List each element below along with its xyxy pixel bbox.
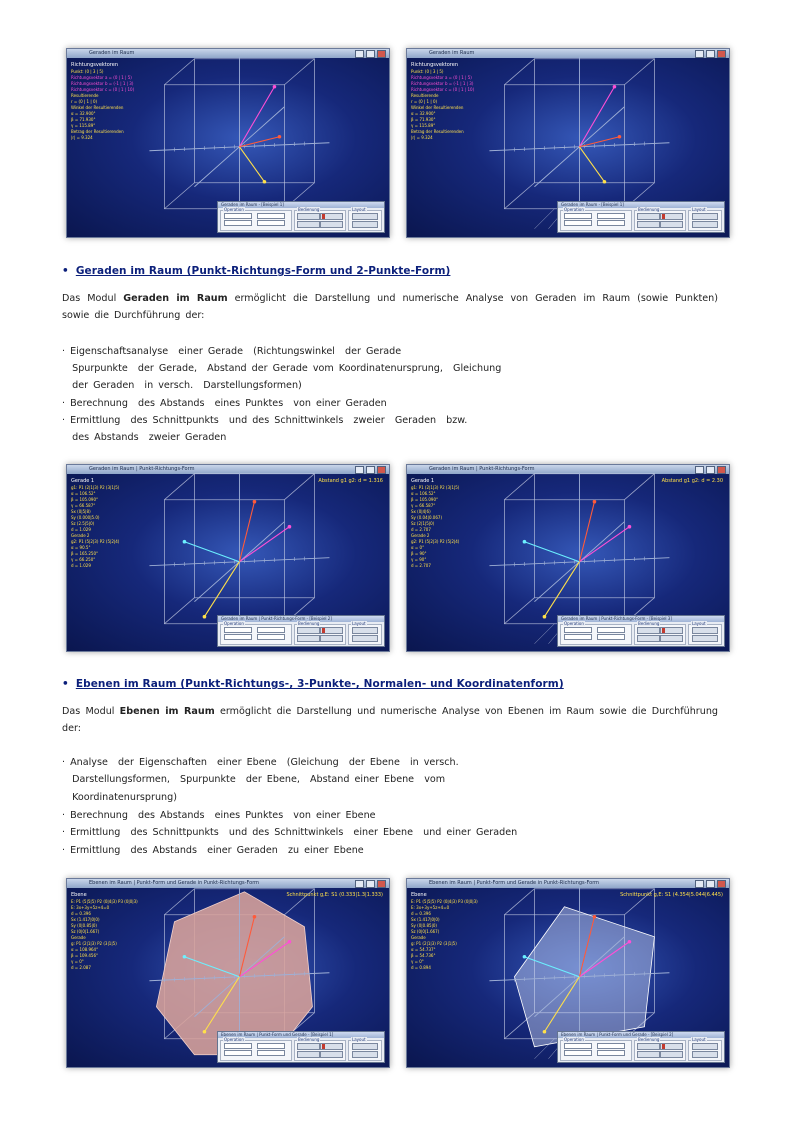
control-dialog[interactable] bbox=[557, 201, 725, 233]
info-panel-line: α = 90.5° bbox=[71, 545, 91, 550]
control-group bbox=[348, 207, 382, 231]
control-button[interactable] bbox=[660, 213, 683, 220]
info-panel bbox=[411, 62, 473, 141]
bullet-icon: • bbox=[62, 678, 69, 690]
screenshot-geraden-4 bbox=[406, 464, 730, 652]
control-group bbox=[688, 621, 722, 645]
info-panel-line: Sz (2.5|5|0) bbox=[71, 521, 95, 526]
control-button[interactable] bbox=[320, 213, 343, 220]
vector-line bbox=[579, 147, 604, 182]
info-panel-line: g2: P1 (5|2|3) P2 (5|2|4) bbox=[411, 539, 460, 544]
vector-line bbox=[579, 87, 614, 147]
vector-point bbox=[628, 940, 632, 944]
info-panel-line: γ = 0° bbox=[411, 959, 424, 964]
window-title: Ebenen im Raum | Punkt-Form und Gerade in Punkt-Richtungs-Form bbox=[89, 880, 260, 886]
control-button[interactable] bbox=[660, 221, 683, 228]
info-panel-line: d = 2.707 bbox=[411, 527, 431, 532]
control-dialog-title: Geraden im Raum | Punkt-Richtungs-Form - [Beispiel 3] bbox=[558, 616, 724, 622]
info-panel-title: Ebene bbox=[71, 892, 87, 898]
vector-point bbox=[273, 85, 277, 89]
layout-button[interactable] bbox=[352, 635, 378, 642]
info-panel-title: Gerade 1 bbox=[71, 478, 95, 484]
control-group-label: Layout bbox=[352, 207, 366, 212]
list-item: der Geraden in versch. Darstellungsformen) bbox=[62, 380, 302, 391]
layout-button[interactable] bbox=[692, 1051, 718, 1058]
info-panel-title: Gerade 1 bbox=[411, 478, 435, 484]
info-panel-line: γ = 90° bbox=[411, 557, 427, 562]
info-panel-line: g2: P1 (5|2|3) P2 (5|2|4) bbox=[71, 539, 120, 544]
control-group-label: Bedienung bbox=[298, 207, 320, 212]
control-button[interactable] bbox=[637, 627, 660, 634]
rotation-field[interactable] bbox=[224, 1050, 252, 1056]
info-panel-line: Richtungsvektor a = (0 | 1 | 5) bbox=[411, 75, 472, 80]
info-panel-line: α = 32.900° bbox=[71, 111, 96, 116]
control-group-label: Bedienung bbox=[638, 621, 660, 626]
cube-edge bbox=[164, 474, 194, 500]
vector-point bbox=[253, 500, 257, 504]
layout-button[interactable] bbox=[692, 213, 718, 220]
info-panel-line: E: P1 (5|5|5) P2 (0|4|3) P3 (0|0|3) bbox=[411, 899, 478, 904]
info-panel-title: Ebene bbox=[411, 892, 427, 898]
window-title: Geraden im Raum | Punkt-Richtungs-Form bbox=[429, 466, 535, 472]
cube-edge bbox=[284, 59, 314, 85]
rotation-field[interactable] bbox=[597, 1043, 625, 1049]
distance-readout: Schnittpunkt g,E: S1 (4.354|5.044|6.445) bbox=[620, 892, 723, 898]
info-panel-line: Sx (0|4|6) bbox=[411, 509, 431, 514]
info-panel-line: Sz (0|0|1.667) bbox=[71, 929, 100, 934]
control-button[interactable] bbox=[297, 1043, 320, 1050]
rotation-field[interactable] bbox=[564, 627, 592, 633]
info-panel-line: β = 105.090° bbox=[411, 497, 438, 502]
info-panel-line: Resultierende bbox=[411, 93, 439, 98]
window-title: Geraden im Raum | Punkt-Richtungs-Form bbox=[89, 466, 195, 472]
control-group bbox=[220, 621, 292, 645]
control-group bbox=[634, 1037, 686, 1061]
vector-point bbox=[543, 615, 547, 619]
info-panel-line: Winkel der Resultierenden bbox=[411, 105, 464, 110]
cube-edge bbox=[164, 889, 194, 915]
info-panel-line: Punkt: (0 | 3 | 5) bbox=[71, 69, 104, 74]
info-panel-line: Richtungsvektor b = (-1 | 1 | 3) bbox=[411, 81, 474, 86]
vector-line bbox=[184, 542, 239, 562]
vector-point bbox=[618, 135, 622, 139]
control-group bbox=[634, 621, 686, 645]
vector-point bbox=[613, 85, 617, 89]
info-panel-line: γ = 0° bbox=[71, 959, 84, 964]
intro-paragraph-ebenen: Das Modul Ebenen im Raum ermöglicht die Darstellung und numerische Analyse von Ebenen im Raum sowie die Durchführung der: bbox=[62, 706, 718, 734]
info-panel-line: α = 106.52° bbox=[411, 491, 436, 496]
window-title: Ebenen im Raum | Punkt-Form und Gerade in Punkt-Richtungs-Form bbox=[429, 880, 600, 886]
control-dialog[interactable] bbox=[217, 615, 385, 647]
list-item: · Ermittlung des Abstands einer Geraden zu einer Ebene bbox=[62, 845, 364, 856]
rotation-field[interactable] bbox=[564, 634, 592, 640]
rotation-field[interactable] bbox=[224, 220, 252, 226]
cube-back-face bbox=[194, 474, 314, 598]
cube-edge bbox=[284, 474, 314, 500]
bullet-icon: • bbox=[62, 265, 69, 277]
control-button[interactable] bbox=[637, 1043, 660, 1050]
cube-edge bbox=[624, 59, 654, 85]
screenshot-ebenen-2 bbox=[406, 878, 730, 1068]
cube-edge bbox=[164, 183, 194, 209]
info-panel-line: g1: P1 (2|1|3) P2 (3|1|5) bbox=[71, 485, 120, 490]
control-dialog-title: Geraden im Raum | Punkt-Richtungs-Form - [Beispiel 2] bbox=[218, 616, 384, 622]
vector-line bbox=[239, 87, 274, 147]
info-panel-line: Sx (1.417|0|0) bbox=[71, 917, 100, 922]
screenshot-geraden-1 bbox=[66, 48, 390, 238]
layout-button[interactable] bbox=[352, 627, 378, 634]
info-panel-line: β = 90° bbox=[411, 551, 427, 556]
info-panel-line: Punkt: (0 | 3 | 5) bbox=[411, 69, 444, 74]
info-panel-line: Gerade 2 bbox=[71, 533, 90, 538]
control-button[interactable] bbox=[637, 221, 660, 228]
info-panel-line: Sz (2|1|5|0) bbox=[411, 521, 435, 526]
control-group-label: Operation bbox=[564, 621, 584, 626]
info-panel-line: β = 54.736° bbox=[411, 953, 436, 958]
info-panel-line: Sz (0|0|1.667) bbox=[411, 929, 440, 934]
control-dialog-title: Ebenen im Raum | Punkt-Form und Gerade - [Beispiel 2] bbox=[558, 1032, 724, 1038]
list-item: · Berechnung des Abstands eines Punktes von einer Ebene bbox=[62, 810, 376, 821]
intro-paragraph-geraden: Das Modul Geraden im Raum ermöglicht die Darstellung und numerische Analyse von Geraden im Raum (sowie Punkten) sowie die Durchführung der: bbox=[62, 293, 718, 321]
vector-point bbox=[603, 180, 607, 184]
info-panel-line: α = 108.964° bbox=[71, 947, 99, 952]
info-panel-line: α = 32.900° bbox=[411, 111, 436, 116]
info-panel-line: |r| = 9.324 bbox=[411, 135, 433, 140]
info-panel-line: Sy (0|0.85|0) bbox=[71, 923, 97, 928]
section-heading-ebenen[interactable] bbox=[62, 678, 564, 690]
control-button[interactable] bbox=[637, 635, 660, 642]
info-panel-line: β = 105.090° bbox=[71, 497, 98, 502]
control-group-label: Bedienung bbox=[298, 621, 320, 626]
vector-point bbox=[523, 955, 527, 959]
control-button[interactable] bbox=[297, 1051, 320, 1058]
info-panel-line: Sx (1.417|0|0) bbox=[411, 917, 440, 922]
section-heading-ebenen-text[interactable]: Ebenen im Raum (Punkt-Richtungs-, 3-Punkte-, Normalen- und Koordinatenform) bbox=[75, 678, 564, 690]
screenshot-geraden-2 bbox=[406, 48, 730, 238]
rotation-field[interactable] bbox=[564, 1043, 592, 1049]
control-group bbox=[634, 207, 686, 231]
vector-point bbox=[288, 525, 292, 529]
control-group bbox=[220, 1037, 292, 1061]
layout-button[interactable] bbox=[352, 1051, 378, 1058]
list-item: · Ermittlung des Schnittpunkts und des Schnittwinkels zweier Geraden bzw. bbox=[62, 415, 468, 426]
control-group bbox=[294, 621, 346, 645]
control-dialog-title: Geraden im Raum - [Beispiel 1] bbox=[558, 202, 724, 208]
rotation-field[interactable] bbox=[597, 220, 625, 226]
control-button[interactable] bbox=[637, 213, 660, 220]
vector-point bbox=[543, 1030, 547, 1034]
info-panel-line: Betrag der Resultierenden bbox=[71, 129, 124, 134]
info-panel-line: Gerade 2 bbox=[411, 533, 430, 538]
info-panel-line: γ = 115.89° bbox=[411, 123, 436, 128]
control-dialog-title: Ebenen im Raum | Punkt-Form und Gerade - [Beispiel 1] bbox=[218, 1032, 384, 1038]
cube-edge bbox=[504, 474, 534, 500]
layout-button[interactable] bbox=[692, 1043, 718, 1050]
vector-line bbox=[544, 562, 579, 617]
distance-readout: Abstand g1 g2: d = 1.316 bbox=[318, 478, 383, 484]
info-panel-line: Sy (0|0.85|0) bbox=[411, 923, 437, 928]
control-button[interactable] bbox=[320, 627, 343, 634]
control-group-label: Operation bbox=[564, 207, 584, 212]
control-group bbox=[294, 1037, 346, 1061]
control-group bbox=[688, 1037, 722, 1061]
vector-line bbox=[239, 147, 264, 182]
control-group-label: Bedienung bbox=[638, 207, 660, 212]
info-panel-line: Sy (0.04|0.067) bbox=[411, 515, 443, 520]
control-group-label: Operation bbox=[224, 1037, 244, 1042]
rotation-field[interactable] bbox=[224, 627, 252, 633]
control-dialog[interactable] bbox=[557, 615, 725, 647]
control-button[interactable] bbox=[297, 221, 320, 228]
control-group-label: Operation bbox=[224, 207, 244, 212]
list-item: · Eigenschaftsanalyse einer Gerade (Richtungswinkel der Gerade bbox=[62, 346, 402, 357]
vector-point bbox=[183, 955, 187, 959]
info-panel-line: E: 3x+3y+5z+4=0 bbox=[411, 905, 450, 910]
cube-back-face bbox=[534, 474, 654, 598]
list-item: Darstellungsformen, Spurpunkte der Ebene, Abstand einer Ebene vom bbox=[62, 774, 446, 785]
info-panel-line: g: P1 (2|1|3) P2 (3|1|5) bbox=[411, 941, 457, 946]
rotation-field[interactable] bbox=[257, 213, 285, 219]
info-panel-line: Winkel der Resultierenden bbox=[71, 105, 124, 110]
list-item: des Abstands zweier Geraden bbox=[62, 432, 227, 443]
rotation-field[interactable] bbox=[564, 220, 592, 226]
info-panel-line: β = 71.930° bbox=[411, 117, 436, 122]
info-panel-line: g: P1 (2|1|3) P2 (3|1|5) bbox=[71, 941, 117, 946]
control-group bbox=[294, 207, 346, 231]
rotation-field[interactable] bbox=[257, 220, 285, 226]
info-panel-title: Richtungsvektoren bbox=[71, 62, 118, 68]
info-panel-line: Richtungsvektor a = (0 | 1 | 5) bbox=[71, 75, 132, 80]
rotation-field[interactable] bbox=[597, 213, 625, 219]
info-panel-line: β = 165.250° bbox=[71, 551, 98, 556]
layout-button[interactable] bbox=[692, 221, 718, 228]
cube-edge bbox=[504, 59, 534, 85]
vector-point bbox=[523, 540, 527, 544]
window-title: Geraden im Raum bbox=[89, 50, 135, 56]
info-panel-line: Richtungsvektor b = (-1 | 1 | 3) bbox=[71, 81, 134, 86]
info-panel-line: γ = 66.250° bbox=[71, 557, 96, 562]
control-button[interactable] bbox=[297, 627, 320, 634]
cube-edge bbox=[504, 889, 534, 915]
info-panel bbox=[71, 892, 138, 971]
info-panel bbox=[71, 62, 133, 141]
cube-edge bbox=[624, 474, 654, 500]
info-panel-line: Betrag der Resultierenden bbox=[411, 129, 464, 134]
info-panel-line: Richtungsvektor c = (0 | 1 | 10) bbox=[71, 87, 135, 92]
control-button[interactable] bbox=[320, 635, 343, 642]
rotation-field[interactable] bbox=[257, 1043, 285, 1049]
list-item: · Analyse der Eigenschaften einer Ebene (Gleichung der Ebene in versch. bbox=[62, 757, 459, 768]
list-item: · Ermittlung des Schnittpunkts und des Schnittwinkels einer Ebene und einer Geraden bbox=[62, 827, 518, 838]
control-button[interactable] bbox=[660, 627, 683, 634]
rotation-field[interactable] bbox=[597, 634, 625, 640]
info-panel-line: r = (0 | 1 | 0) bbox=[411, 99, 438, 104]
distance-readout: Abstand g1 g2: d = 2.30 bbox=[661, 478, 723, 484]
layout-button[interactable] bbox=[352, 213, 378, 220]
control-group-label: Layout bbox=[692, 621, 706, 626]
control-group-label: Operation bbox=[564, 1037, 584, 1042]
info-panel-line: Sx (0|5|8) bbox=[71, 509, 91, 514]
info-panel-line: α = 54.737° bbox=[411, 947, 436, 952]
layout-button[interactable] bbox=[352, 221, 378, 228]
info-panel-line: Sy (0.000|5.0) bbox=[71, 515, 100, 520]
info-panel-line: Richtungsvektor c = (0 | 1 | 10) bbox=[411, 87, 475, 92]
rotation-field[interactable] bbox=[564, 1050, 592, 1056]
info-panel-line: |r| = 9.324 bbox=[71, 135, 93, 140]
control-group-label: Bedienung bbox=[638, 1037, 660, 1042]
vector-line bbox=[204, 562, 239, 617]
control-group bbox=[220, 207, 292, 231]
control-group-label: Operation bbox=[224, 621, 244, 626]
info-panel bbox=[71, 478, 133, 569]
control-dialog-title: Geraden im Raum - [Beispiel 1] bbox=[218, 202, 384, 208]
info-panel bbox=[411, 892, 478, 971]
vector-point bbox=[288, 940, 292, 944]
list-item: Spurpunkte der Gerade, Abstand der Gerade vom Koordinatenursprung, Gleichung bbox=[62, 363, 502, 374]
info-panel-line: g1: P1 (2|1|3) P2 (3|1|5) bbox=[411, 485, 460, 490]
rotation-field[interactable] bbox=[564, 213, 592, 219]
vector-point bbox=[253, 915, 257, 919]
cube-edge bbox=[504, 183, 534, 209]
layout-button[interactable] bbox=[692, 635, 718, 642]
control-button[interactable] bbox=[660, 1043, 683, 1050]
distance-readout: Schnittpunkt g,E: S1 (0.333|1.3|1.333) bbox=[286, 892, 383, 898]
info-panel-line: β = 109.456° bbox=[71, 953, 98, 958]
vector-point bbox=[203, 1030, 207, 1034]
vector-point bbox=[263, 180, 267, 184]
info-panel-line: Resultierende bbox=[71, 93, 99, 98]
info-panel bbox=[411, 478, 473, 569]
control-button[interactable] bbox=[320, 1051, 343, 1058]
section-heading-geraden-text[interactable]: Geraden im Raum (Punkt-Richtungs-Form und 2-Punkte-Form) bbox=[75, 265, 451, 277]
control-group bbox=[688, 207, 722, 231]
control-group-label: Layout bbox=[692, 1037, 706, 1042]
control-button[interactable] bbox=[660, 635, 683, 642]
control-button[interactable] bbox=[660, 1051, 683, 1058]
info-panel-line: γ = 66.587° bbox=[411, 503, 436, 508]
rotation-field[interactable] bbox=[224, 634, 252, 640]
list-item: · Berechnung des Abstands eines Punktes von einer Geraden bbox=[62, 398, 387, 409]
info-panel-line: Gerade bbox=[71, 935, 86, 940]
cube-edge bbox=[164, 59, 194, 85]
section-heading-geraden[interactable] bbox=[62, 265, 450, 277]
rotation-field[interactable] bbox=[224, 213, 252, 219]
window-title: Geraden im Raum bbox=[429, 50, 475, 56]
info-panel-line: γ = 115.89° bbox=[71, 123, 96, 128]
control-group bbox=[560, 1037, 632, 1061]
info-panel-line: d = 0.396 bbox=[411, 911, 431, 916]
control-button[interactable] bbox=[297, 213, 320, 220]
rotation-field[interactable] bbox=[597, 1050, 625, 1056]
vector-point bbox=[593, 500, 597, 504]
info-panel-line: α = 0° bbox=[411, 545, 425, 550]
control-button[interactable] bbox=[320, 1043, 343, 1050]
info-panel-line: E: P1 (5|5|5) P2 (0|4|3) P3 (0|0|3) bbox=[71, 899, 138, 904]
control-group-label: Layout bbox=[352, 621, 366, 626]
control-group-label: Layout bbox=[352, 1037, 366, 1042]
rotation-field[interactable] bbox=[257, 634, 285, 640]
control-dialog[interactable] bbox=[217, 1031, 385, 1063]
rotation-field[interactable] bbox=[597, 627, 625, 633]
control-button[interactable] bbox=[297, 635, 320, 642]
control-group bbox=[348, 1037, 382, 1061]
info-panel-line: d = 1.029 bbox=[71, 527, 91, 532]
vector-point bbox=[183, 540, 187, 544]
cube-edge bbox=[164, 598, 194, 624]
layout-button[interactable] bbox=[692, 627, 718, 634]
control-group bbox=[560, 207, 632, 231]
layout-button[interactable] bbox=[352, 1043, 378, 1050]
rotation-field[interactable] bbox=[224, 1043, 252, 1049]
control-button[interactable] bbox=[320, 221, 343, 228]
control-group bbox=[560, 621, 632, 645]
info-panel-line: β = 71.930° bbox=[71, 117, 96, 122]
control-group-label: Layout bbox=[692, 207, 706, 212]
control-dialog[interactable] bbox=[557, 1031, 725, 1063]
info-panel-line: Gerade bbox=[411, 935, 426, 940]
screenshot-ebenen-1 bbox=[66, 878, 390, 1068]
rotation-field[interactable] bbox=[257, 1050, 285, 1056]
vector-point bbox=[593, 915, 597, 919]
info-panel-line: α = 106.52° bbox=[71, 491, 96, 496]
list-item: Koordinatenursprung) bbox=[62, 792, 177, 803]
control-dialog[interactable] bbox=[217, 201, 385, 233]
vector-point bbox=[278, 135, 282, 139]
info-panel-line: d = 0.894 bbox=[411, 965, 431, 970]
screenshot-geraden-3 bbox=[66, 464, 390, 652]
info-panel-line: d = 2.707 bbox=[411, 563, 431, 568]
info-panel-title: Richtungsvektoren bbox=[411, 62, 458, 68]
info-panel-line: E: 3x+3y+5z+4=0 bbox=[71, 905, 110, 910]
vector-point bbox=[203, 615, 207, 619]
control-group bbox=[348, 621, 382, 645]
vector-line bbox=[524, 542, 579, 562]
control-button[interactable] bbox=[637, 1051, 660, 1058]
cube-edge bbox=[504, 598, 534, 624]
info-panel-line: γ = 66.587° bbox=[71, 503, 96, 508]
control-group-label: Bedienung bbox=[298, 1037, 320, 1042]
info-panel-line: d = 2.087 bbox=[71, 965, 91, 970]
vector-point bbox=[628, 525, 632, 529]
rotation-field[interactable] bbox=[257, 627, 285, 633]
info-panel-line: r = (0 | 1 | 0) bbox=[71, 99, 98, 104]
info-panel-line: d = 1.029 bbox=[71, 563, 91, 568]
info-panel-line: d = 0.396 bbox=[71, 911, 91, 916]
